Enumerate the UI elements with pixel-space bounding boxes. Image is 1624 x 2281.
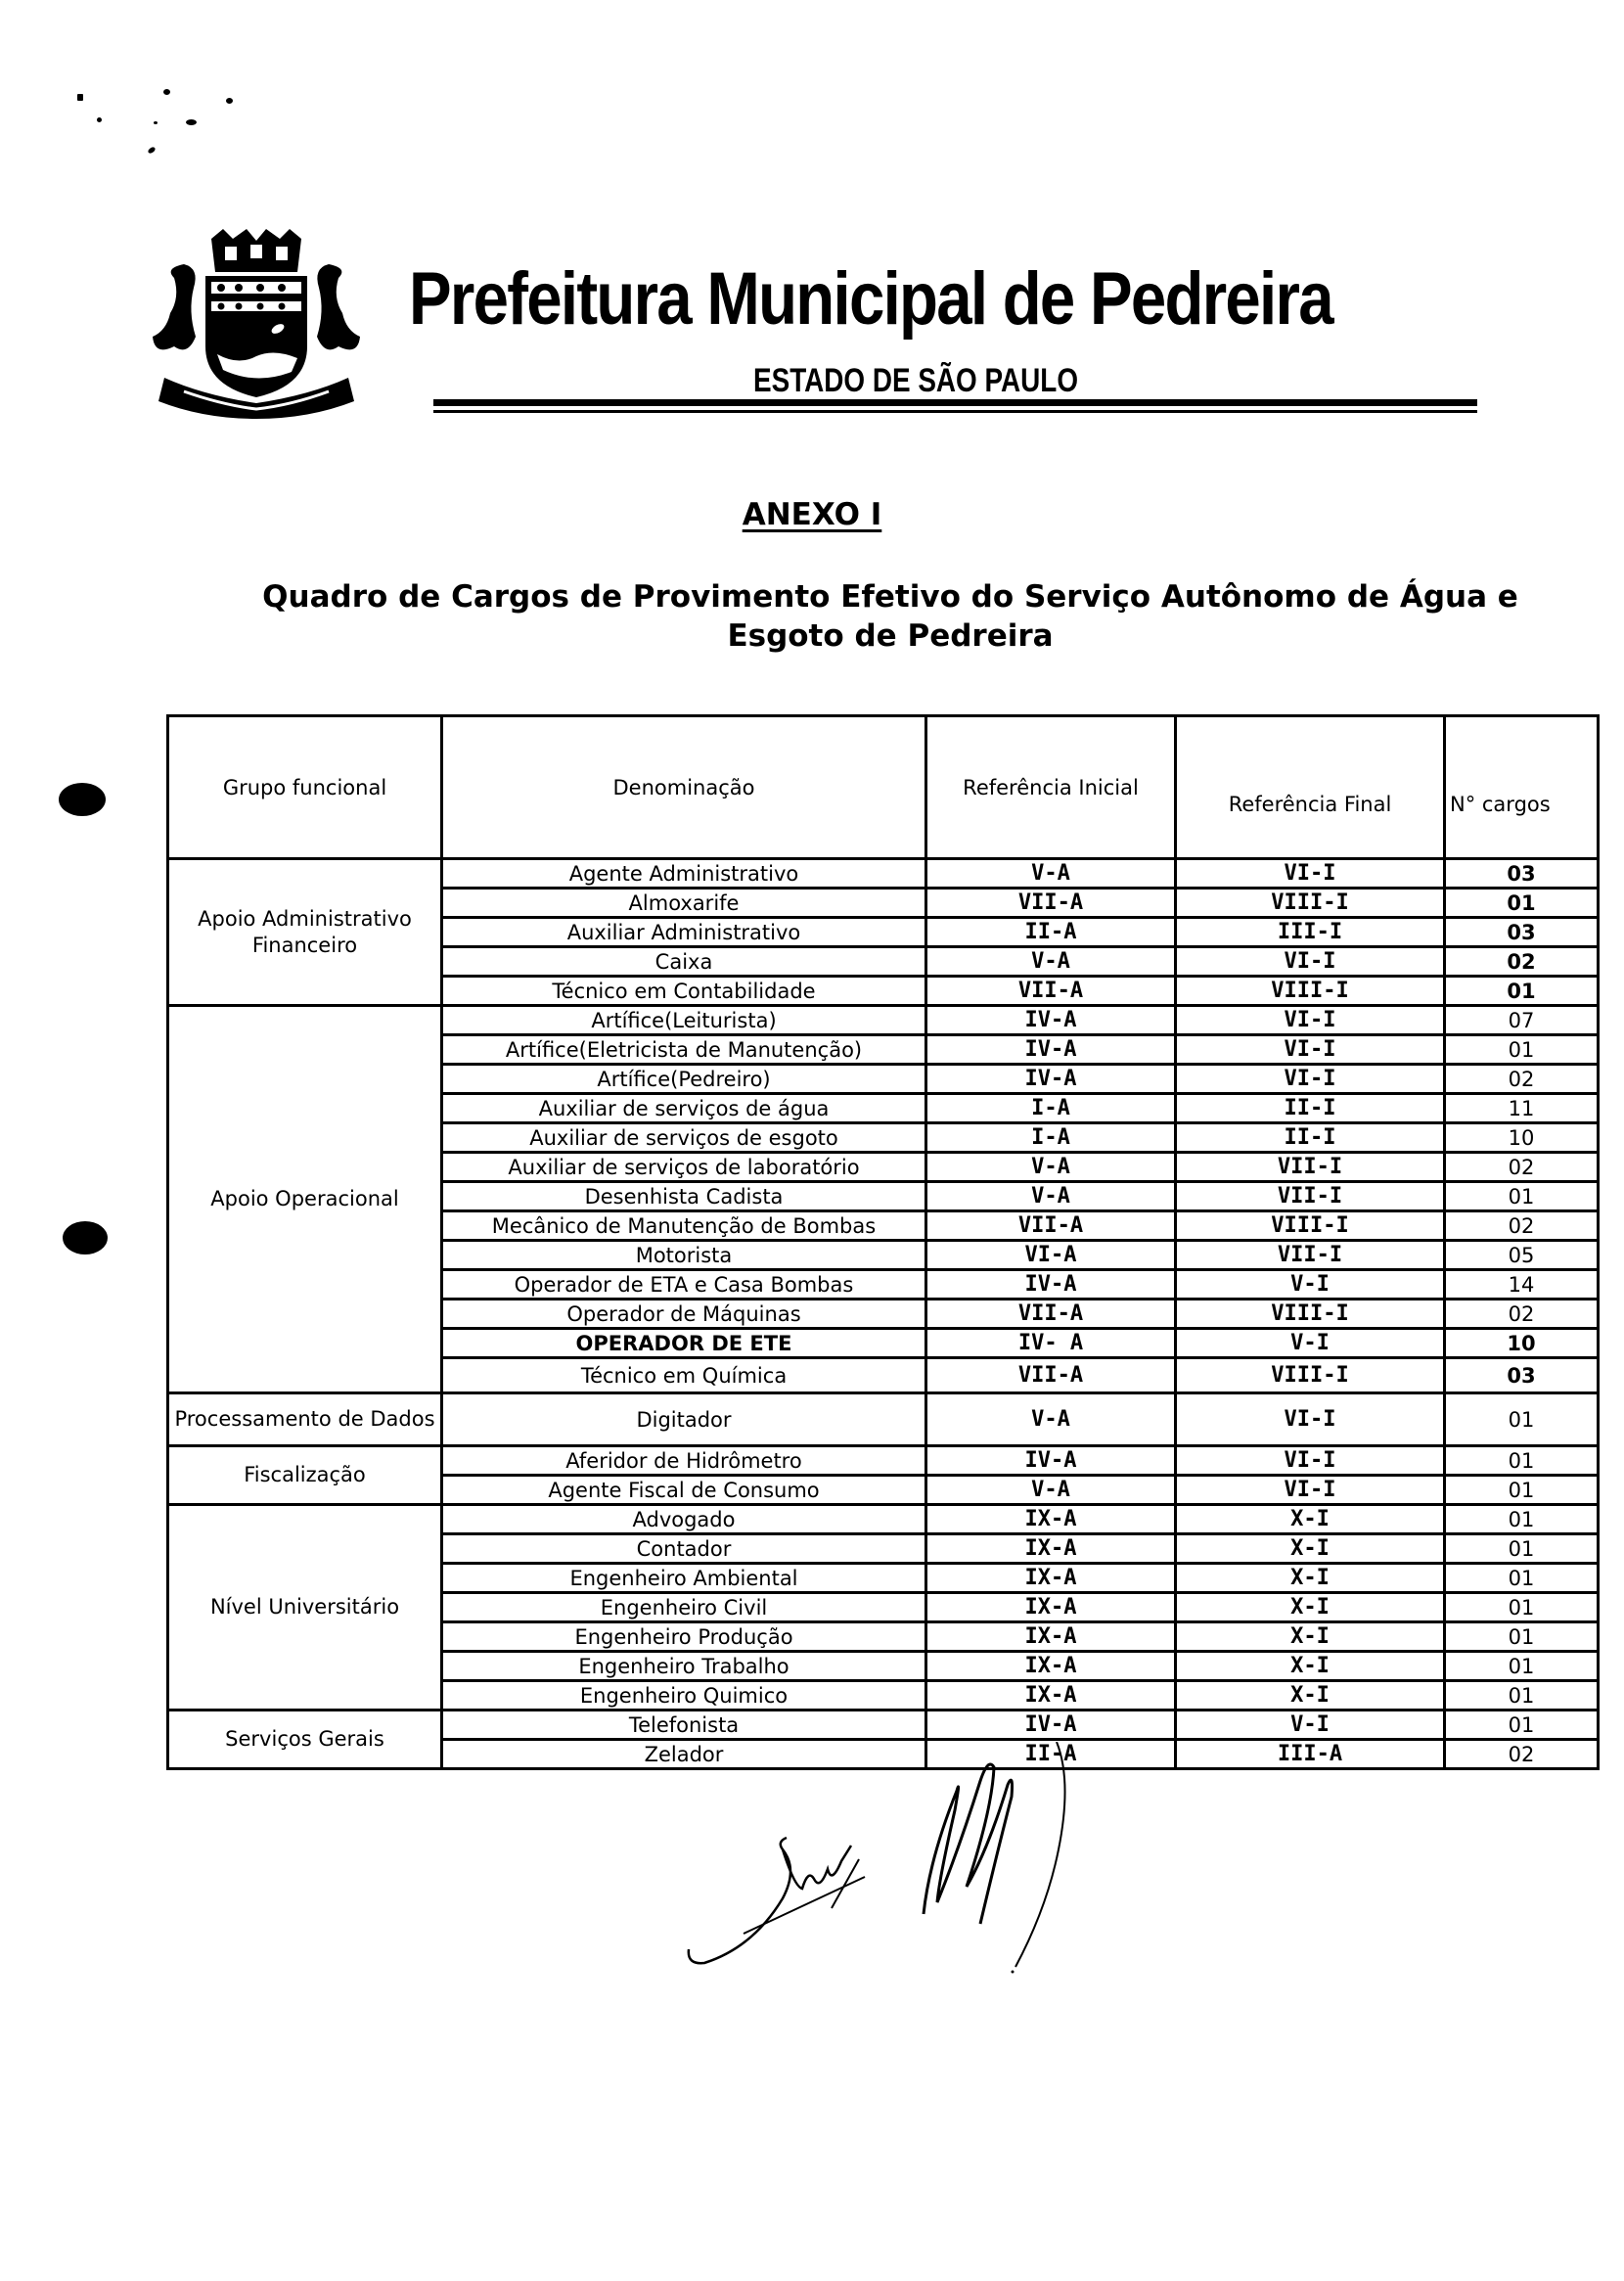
ref-final-cell: VII-I: [1176, 1153, 1445, 1182]
column-header-denominacao: Denominação: [442, 716, 926, 859]
ref-inicial-cell: IX-A: [926, 1564, 1176, 1593]
ref-inicial-cell: IV-A: [926, 1270, 1176, 1300]
ref-inicial-cell: VII-A: [926, 1211, 1176, 1241]
ref-final-cell: X-I: [1176, 1593, 1445, 1622]
ref-final-cell: X-I: [1176, 1564, 1445, 1593]
ref-inicial-cell: VII-A: [926, 889, 1176, 918]
ref-inicial-cell: II-A: [926, 1740, 1176, 1769]
denominacao-cell: Contador: [442, 1534, 926, 1564]
ref-final-cell: VI-I: [1176, 1035, 1445, 1065]
ref-final-cell: X-I: [1176, 1622, 1445, 1652]
num-cargos-cell: 05: [1445, 1241, 1599, 1270]
ref-final-cell: VIII-I: [1176, 977, 1445, 1006]
group-cell: Serviços Gerais: [168, 1711, 442, 1769]
num-cargos-cell: 02: [1445, 1300, 1599, 1329]
ref-final-cell: III-A: [1176, 1740, 1445, 1769]
ref-inicial-cell: VII-A: [926, 1358, 1176, 1393]
ref-inicial-cell: VI-A: [926, 1241, 1176, 1270]
denominacao-cell: Auxiliar de serviços de água: [442, 1094, 926, 1123]
ref-inicial-cell: IX-A: [926, 1622, 1176, 1652]
punch-hole: [63, 1221, 108, 1255]
scan-speck: [147, 146, 156, 155]
ref-final-cell: VI-I: [1176, 1065, 1445, 1094]
ref-final-cell: X-I: [1176, 1681, 1445, 1711]
num-cargos-cell: 01: [1445, 1711, 1599, 1740]
denominacao-cell: Telefonista: [442, 1711, 926, 1740]
ref-final-cell: X-I: [1176, 1652, 1445, 1681]
num-cargos-cell: 01: [1445, 1505, 1599, 1534]
denominacao-cell: Engenheiro Trabalho: [442, 1652, 926, 1681]
table-row: [168, 1446, 1599, 1476]
scan-speck: [154, 121, 158, 124]
group-cell: Processamento de Dados: [168, 1393, 442, 1446]
num-cargos-cell: 10: [1445, 1329, 1599, 1358]
scan-speck: [77, 94, 83, 101]
ref-inicial-cell: IV-A: [926, 1065, 1176, 1094]
denominacao-cell: Advogado: [442, 1505, 926, 1534]
ref-final-cell: VI-I: [1176, 859, 1445, 889]
group-cell: Nível Universitário: [168, 1505, 442, 1711]
denominacao-cell: Artífice(Leiturista): [442, 1006, 926, 1035]
ref-inicial-cell: V-A: [926, 947, 1176, 977]
denominacao-cell: Auxiliar de serviços de laboratório: [442, 1153, 926, 1182]
denominacao-cell: Digitador: [442, 1393, 926, 1446]
column-header-grupo: Grupo funcional: [168, 716, 442, 859]
denominacao-cell: Artífice(Eletricista de Manutenção): [442, 1035, 926, 1065]
ref-final-cell: II-I: [1176, 1123, 1445, 1153]
ref-final-cell: VIII-I: [1176, 1300, 1445, 1329]
num-cargos-cell: 01: [1445, 1534, 1599, 1564]
denominacao-cell: Aferidor de Hidrômetro: [442, 1446, 926, 1476]
num-cargos-cell: 01: [1445, 1446, 1599, 1476]
denominacao-cell: Operador de Máquinas: [442, 1300, 926, 1329]
ref-final-cell: X-I: [1176, 1534, 1445, 1564]
scan-speck: [163, 89, 170, 95]
denominacao-cell: Engenheiro Quimico: [442, 1681, 926, 1711]
denominacao-cell: OPERADOR DE ETE: [442, 1329, 926, 1358]
scan-speck: [97, 117, 102, 122]
num-cargos-cell: 01: [1445, 1393, 1599, 1446]
ref-final-cell: III-I: [1176, 918, 1445, 947]
num-cargos-cell: 14: [1445, 1270, 1599, 1300]
denominacao-cell: Mecânico de Manutenção de Bombas: [442, 1211, 926, 1241]
table-row: [168, 1505, 1599, 1534]
denominacao-cell: Desenhista Cadista: [442, 1182, 926, 1211]
denominacao-cell: Caixa: [442, 947, 926, 977]
ref-final-cell: VII-I: [1176, 1241, 1445, 1270]
ref-inicial-cell: IX-A: [926, 1593, 1176, 1622]
ref-final-cell: VIII-I: [1176, 1358, 1445, 1393]
denominacao-cell: Engenheiro Produção: [442, 1622, 926, 1652]
num-cargos-cell: 01: [1445, 1681, 1599, 1711]
column-header-ref-inicial: Referência Inicial: [926, 716, 1176, 859]
punch-hole: [59, 783, 106, 816]
ref-final-cell: VII-I: [1176, 1182, 1445, 1211]
group-cell: Apoio Operacional: [168, 1006, 442, 1393]
denominacao-cell: Auxiliar Administrativo: [442, 918, 926, 947]
ref-inicial-cell: IX-A: [926, 1681, 1176, 1711]
ref-final-cell: VIII-I: [1176, 1211, 1445, 1241]
header-rule-thin: [433, 410, 1477, 413]
ref-final-cell: VIII-I: [1176, 889, 1445, 918]
header-rule-thick: [433, 399, 1477, 406]
num-cargos-cell: 01: [1445, 1622, 1599, 1652]
document-title: Quadro de Cargos de Provimento Efetivo do Serviço Autônomo de Água e Esgoto de Pedreira: [262, 579, 1518, 654]
denominacao-cell: Motorista: [442, 1241, 926, 1270]
ref-final-cell: V-I: [1176, 1711, 1445, 1740]
scan-speck: [186, 119, 197, 125]
num-cargos-cell: 11: [1445, 1094, 1599, 1123]
ref-final-cell: VI-I: [1176, 947, 1445, 977]
table-row: [168, 1393, 1599, 1446]
denominacao-cell: Engenheiro Civil: [442, 1593, 926, 1622]
denominacao-cell: Almoxarife: [442, 889, 926, 918]
num-cargos-cell: 02: [1445, 1153, 1599, 1182]
ref-final-cell: II-I: [1176, 1094, 1445, 1123]
table-header-row: [168, 716, 1599, 859]
denominacao-cell: Zelador: [442, 1740, 926, 1769]
num-cargos-cell: 01: [1445, 1476, 1599, 1505]
num-cargos-cell: 07: [1445, 1006, 1599, 1035]
table-row: [168, 859, 1599, 889]
denominacao-cell: Técnico em Química: [442, 1358, 926, 1393]
num-cargos-cell: 01: [1445, 977, 1599, 1006]
ref-inicial-cell: IX-A: [926, 1505, 1176, 1534]
num-cargos-cell: 01: [1445, 1652, 1599, 1681]
table-row: [168, 1711, 1599, 1740]
num-cargos-cell: 01: [1445, 1182, 1599, 1211]
denominacao-cell: Agente Administrativo: [442, 859, 926, 889]
ref-inicial-cell: VII-A: [926, 1300, 1176, 1329]
num-cargos-cell: 02: [1445, 1740, 1599, 1769]
ref-inicial-cell: V-A: [926, 1393, 1176, 1446]
denominacao-cell: Engenheiro Ambiental: [442, 1564, 926, 1593]
num-cargos-cell: 03: [1445, 859, 1599, 889]
ref-final-cell: V-I: [1176, 1270, 1445, 1300]
denominacao-cell: Artífice(Pedreiro): [442, 1065, 926, 1094]
ref-inicial-cell: V-A: [926, 1153, 1176, 1182]
organization-state: ESTADO DE SÃO PAULO: [753, 362, 1079, 399]
table-row: [168, 1006, 1599, 1035]
denominacao-cell: Agente Fiscal de Consumo: [442, 1476, 926, 1505]
scan-speck: [226, 98, 233, 104]
ref-inicial-cell: IX-A: [926, 1534, 1176, 1564]
ref-inicial-cell: V-A: [926, 1476, 1176, 1505]
ref-final-cell: VI-I: [1176, 1476, 1445, 1505]
ref-inicial-cell: IV- A: [926, 1329, 1176, 1358]
positions-table: [166, 714, 1600, 1770]
ref-final-cell: V-I: [1176, 1329, 1445, 1358]
denominacao-cell: Auxiliar de serviços de esgoto: [442, 1123, 926, 1153]
num-cargos-cell: 02: [1445, 1211, 1599, 1241]
num-cargos-cell: 01: [1445, 889, 1599, 918]
group-cell: Fiscalização: [168, 1446, 442, 1505]
ref-final-cell: VI-I: [1176, 1006, 1445, 1035]
ref-inicial-cell: II-A: [926, 918, 1176, 947]
ref-inicial-cell: IV-A: [926, 1446, 1176, 1476]
column-header-num-cargos: N° cargos: [1445, 716, 1599, 859]
crest-icon: [145, 229, 368, 419]
num-cargos-cell: 02: [1445, 947, 1599, 977]
ref-final-cell: VI-I: [1176, 1446, 1445, 1476]
ref-inicial-cell: V-A: [926, 1182, 1176, 1211]
ref-inicial-cell: IV-A: [926, 1006, 1176, 1035]
num-cargos-cell: 03: [1445, 1358, 1599, 1393]
ref-inicial-cell: V-A: [926, 859, 1176, 889]
ref-inicial-cell: IX-A: [926, 1652, 1176, 1681]
signature-right-icon: [910, 1742, 1076, 1986]
num-cargos-cell: 03: [1445, 918, 1599, 947]
num-cargos-cell: 01: [1445, 1593, 1599, 1622]
group-cell: Apoio Administrativo Financeiro: [168, 859, 442, 1006]
denominacao-cell: Operador de ETA e Casa Bombas: [442, 1270, 926, 1300]
ref-inicial-cell: I-A: [926, 1094, 1176, 1123]
organization-title: Prefeitura Municipal de Pedreira: [409, 257, 1332, 341]
num-cargos-cell: 10: [1445, 1123, 1599, 1153]
annex-label: ANEXO I: [742, 497, 882, 532]
ref-inicial-cell: VII-A: [926, 977, 1176, 1006]
ref-inicial-cell: I-A: [926, 1123, 1176, 1153]
signature-left-icon: [685, 1801, 871, 1977]
num-cargos-cell: 01: [1445, 1564, 1599, 1593]
ref-final-cell: X-I: [1176, 1505, 1445, 1534]
num-cargos-cell: 02: [1445, 1065, 1599, 1094]
column-header-ref-final: Referência Final: [1176, 716, 1445, 859]
ref-inicial-cell: IV-A: [926, 1035, 1176, 1065]
ref-inicial-cell: IV-A: [926, 1711, 1176, 1740]
num-cargos-cell: 01: [1445, 1035, 1599, 1065]
ref-final-cell: VI-I: [1176, 1393, 1445, 1446]
denominacao-cell: Técnico em Contabilidade: [442, 977, 926, 1006]
